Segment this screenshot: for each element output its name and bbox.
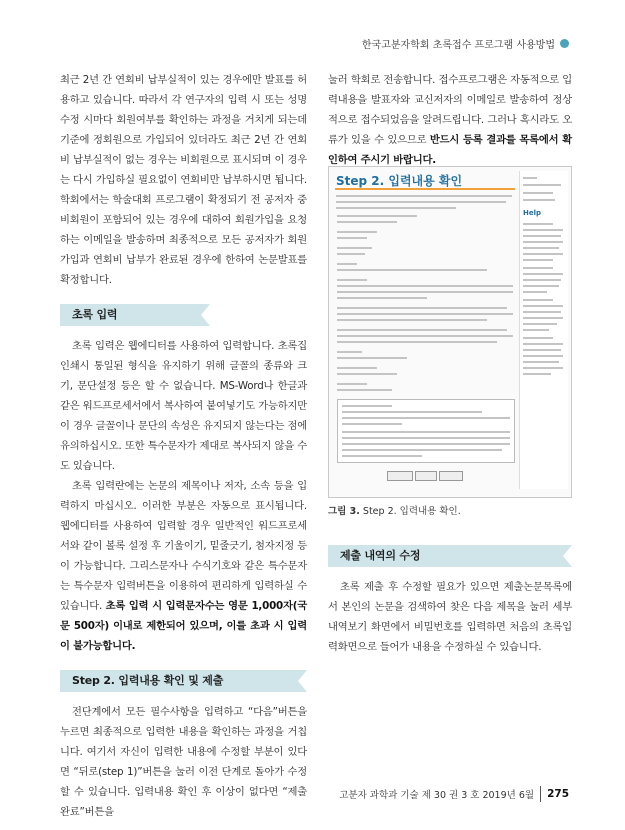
section-title-abstract: 초록 입력 [72,308,118,321]
section-heading-abstract [60,304,307,326]
figure-caption [328,503,461,517]
footer-divider [540,786,541,802]
figure-title: Step 2. 입력내용 확인 [336,174,463,188]
section-title-step2: Step 2. 입력내용 확인 및 제출 [72,674,224,687]
caption-label: 그림 3. [328,506,360,517]
running-header [362,36,569,51]
page-footer [339,786,569,802]
abstract-limit-notice: 초록 입력 시 입력문자수는 영문 1,000자(국문 500자) 이내로 제한되어 있으며, 이를 초과 시 입력이 불가능합니다. [60,600,308,652]
paragraph-abstract-editor: 초록 입력은 웹에디터를 사용하여 입력합니다. 초록집 인쇄시 통일된 형식을 유지하기 위해 글꼴의 종류와 크기, 문단설정 등은 할 수 없습니다. MS-Word나 한글과 같은 워드프로세서에서 복사하여 붙여넣기도 가능하지만 이 경우 글꼴이나 문단의 속성은 유지되지 않는다는 점에 유의하십시오. 또한 특수문자가 제대로 복사되지 않을 수도 있습니다. [60,340,307,472]
page-number: 275 [547,788,569,800]
left-column [60,70,307,822]
figure-title-rule [335,188,515,190]
section-heading-edit [328,545,572,567]
paragraph-submit [328,70,572,170]
right-column-lower [328,545,572,657]
running-title: 한국고분자학회 초록접수 프로그램 사용방법 [361,40,555,51]
figure-save-button [415,471,437,481]
header-bullet-icon [560,39,569,48]
paragraph-membership: 최근 2년 간 연회비 납부실적이 있는 경우에만 발표를 허용하고 있습니다. 따라서 각 연구자의 입력 시 또는 성명 수정 시마다 회원여부를 확인하는 과정을 거치게 되는데 기준에 정회원으로 가입되어 있더라도 최근 2년 간 연회비 납부실적이 없는 경우는 비회원으로 표시되며 이 경우는 다시 가입하실 필요없이 연회비만 납부하시면 됩니다. 학회에서는 학술대회 프로그램이 확정되기 전 공저자 중 비회원이 포함되어 있는 경우에 대하여 회원가입을 요청하는 이메일을 발송하며 최종적으로 모든 공저자가 회원가입과 연회비 납부가 완료된 경우에 한하여 논문발표를 확정합니다. [60,74,307,286]
paragraph-step2: 전단계에서 모든 필수사항을 입력하고 “다음”버튼을 누르면 최종적으로 입력한 내용을 확인하는 과정을 거칩니다. 여기서 자신이 입력한 내용에 수정할 부분이 있다면 “뒤로(step 1)”버튼을 눌러 이전 단계로 돌아가 수정할 수 있습니다. 입력내용 확인 후 이상이 없다면 “제출완료”버튼을 [60,706,307,818]
figure-help-label: Help [523,209,542,217]
figure-help-sidebar [519,171,568,489]
abstract-rules-text: 초록 입력란에는 논문의 제목이나 저자, 소속 등을 입력하지 마십시오. 이러한 부분은 자동으로 표시됩니다. 웹에디터를 사용하여 입력할 경우 일반적인 워드프로세서와 같이 볼록 설정 후 기울이기, 밑줄긋기, 첨자지정 등이 가능합니다. 그리스문자나 수식기호와 같은 특수문자는 특수문자 입력버튼을 이용하여 편리하게 입력하실 수 있습니다. [60,480,307,612]
paragraph-abstract-rules [60,476,307,656]
footer-journal: 고분자 과학과 기술 제 30 권 3 호 2019년 6월 [339,790,535,801]
submit-text: 눌러 학회로 전송합니다. 접수프로그램은 자동적으로 입력내용을 발표자와 교신저자의 이메일로 발송하여 정상적으로 접수되었음을 알려드립니다. 그러나 혹시라도 오류가 있을 수 있으므로 [328,74,572,146]
right-column [328,70,572,170]
section-title-edit: 제출 내역의 수정 [340,549,421,562]
figure-submit-button [439,471,463,481]
section-heading-step2 [60,670,307,692]
figure-abstract-preview-box [337,399,515,463]
paragraph-edit: 초록 제출 후 수정할 필요가 있으면 제출논문목록에서 본인의 논문을 검색하여 찾은 다음 제목을 눌러 세부내역보기 화면에서 비밀번호를 입력하면 처음의 초록입력화면으로 들어가 내용을 수정하실 수 있습니다. [328,581,572,653]
caption-text: Step 2. 입력내용 확인. [362,506,461,517]
figure-back-button [387,471,413,481]
figure-description-lines [336,193,514,209]
figure-step2-screenshot [328,166,572,498]
figure-form-body [335,213,516,485]
submit-check-notice: 반드시 등록 결과를 목록에서 확인하여 주시기 바랍니다. [328,134,573,166]
